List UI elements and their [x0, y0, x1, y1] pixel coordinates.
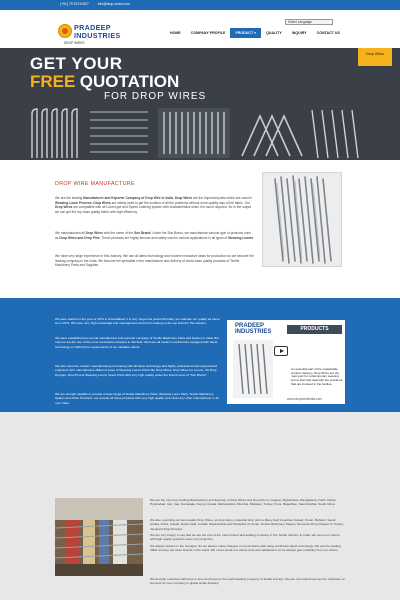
nav-home[interactable]: HOME: [170, 31, 181, 35]
email-text[interactable]: info@drop-wires.com: [97, 2, 130, 6]
site-header: [0, 10, 400, 48]
hero-quotation: QUOTATION: [79, 72, 180, 91]
hero-banner[interactable]: [0, 48, 400, 160]
video-products-tab: PRODUCTS: [287, 325, 342, 334]
hero-line1: GET YOUR: [30, 54, 123, 73]
sun-logo-icon: [58, 24, 72, 38]
drop-wires-photo: [262, 172, 342, 267]
about-paragraph-3: We have very large experience in this industry. We use all latest technology and modern innovative ideas for production so we become the leading company in the India. We become the specialist in the manufacture and delivery of world class quality products of Textile Machinery Parts and Supplies.: [55, 254, 254, 268]
logo-name-line1: PRADEEP: [74, 23, 111, 32]
factory-photo: [55, 498, 143, 576]
video-logo-line1: PRADEEP: [235, 323, 265, 329]
phone-text[interactable]: (+91) 79 22741927: [60, 2, 89, 6]
video-description: An essential part of the sustainable solution delivery, Drop Wires are the main part for contemporary weaving looms that help deal with the problems that are involved in the textiles.: [291, 367, 343, 386]
history-paragraph-3: We also have the modern manufacturing unit having with all latest technology and highly professional and experienced engineers who manufactures different types of Weaving Looms Parts like Drop Wires, Drop Wires for Looms, SS Drop Dropper, Drop Pins & Weaving Looms Spare Parts with very high quality under the brand name of "Sun Brand".: [55, 364, 218, 377]
video-url: www.dropwiresindia.com: [287, 397, 323, 401]
drop-wires-ribbon[interactable]: [358, 48, 392, 66]
video-player[interactable]: [227, 320, 345, 404]
history-paragraph-2: We were established as normal manufacturer and exporter company of Textile Machinery Parts and Spares in India. But now we are the one of the most successful company in this field. We have all modern machineries equipped with latest technology to fulfill all the requirements of our valuable clients.: [55, 336, 219, 349]
logo-name-line2: INDUSTRIES: [74, 31, 121, 40]
history-paragraph-4: We are enough capable to provide a huge range of Textile Machinery Parts, Weaving Loom Parts, Textile Machinery Spares and Other Products. we provide all these products with very high quality more than any other manufacturer in all over India.: [55, 392, 219, 405]
hero-line2: [30, 72, 179, 92]
nav-company-profile[interactable]: COMPANY PROFILE: [190, 31, 226, 35]
about-paragraph-1: We are the leading Manufacturer and Exporter Company of Drop Wire in India. Drop Wires are the important parts which are used in Weaving Loom Process. Drop Wires are widely used to get the solution of all the problems without more-quality loss of the fabric. Our Drop Wires are compatible with all Loom type and Speed ordering system with characteristics when it is much required. So in the output we can get the top class quality fabric with high efficiency.: [55, 196, 252, 214]
video-logo-line2: INDUSTRIES: [235, 329, 272, 335]
logo-tagline: DROP WIRES: [64, 41, 85, 45]
hero-free: FREE: [30, 72, 76, 91]
export-paragraph-2: We also exporting our best quality Drop Wires, ss drop wires, industrial drop pins to Many Gulf Countries Kuwait, Oman, Bahrain, Saudi Arabia, Doha, Kuwait, Dubai UAE, Jeddah Saudi Arabia and Subarabs of Oman. Textile Machinery Spares, Domestic Drop Dropper in Turkey, Jacquard Drop Dropper.: [150, 518, 344, 531]
nav-product[interactable]: PRODUCT ▾: [230, 28, 261, 38]
history-paragraph-1: We were started in the year of 1974 in Ahmedabad. It is very huge time period till today, we maintain our quality as same as in 1974. We have very high knowledge and management control for making us the top brand in the industry.: [55, 317, 220, 326]
history-section: [0, 298, 400, 412]
main-nav: [165, 28, 345, 38]
export-paragraph-4: We always believe in the changes. So we always make changes in our products with using world best latest technology. We are the leading OEM of many top class brands in the world. We never break our clients trust and satisfaction so we always gain reliability from our clients.: [150, 544, 341, 553]
hero-drop-wires: DROP WIRES: [131, 91, 207, 102]
ribbon-label: Drop Wires: [366, 52, 384, 56]
hero-for: FOR: [104, 91, 129, 102]
export-paragraph-5: We develop ourselves with time to time and become the world leading company in Textile industry. We are now well known as the milestone of success for new company in global textile industry.: [150, 577, 345, 586]
section-heading: DROP WIRE MANUFACTURE: [55, 181, 135, 187]
contact-info: [60, 2, 138, 6]
top-contact-bar: [0, 0, 400, 10]
nav-quality[interactable]: QUALITY: [265, 31, 282, 35]
export-section: [0, 412, 400, 600]
language-select[interactable]: Select Language: [285, 19, 333, 25]
export-paragraph-1: We are the most top leading Manufacturer and Exporter of Drop Wires and Drop Pins in Gujarat, Afghanistan, Bangladesh, Delhi, Dubai, Hyderabad, Iran, Iraq, Karnataka, Kenya, Kerala, Maharashtra, Mumbai, Pakistan, Turkey, Pune, Rajasthan, Saudi Arabia, South Africa.: [150, 498, 337, 507]
about-paragraph-2: We manufactured all Drop Wires with the name of the Sun Brand. Under the Sun Brand, we manufacture various type of products such as Drop Wires and Drop Pins. These products are highly famous and widely used in various applications in all types of Weaving Looms.: [55, 231, 254, 240]
export-paragraph-3: We are very happy to say that we are the one of the most trusted and leading company in the Textile Industry in India. We serve our clients with high quality products since very long time.: [150, 533, 340, 542]
play-icon[interactable]: [274, 346, 288, 356]
video-wires-image: [233, 340, 273, 398]
nav-inquiry[interactable]: INQUIRY: [291, 31, 307, 35]
hero-line3: [104, 91, 206, 102]
drop-wires-image: [28, 106, 368, 160]
about-section: [0, 160, 400, 272]
nav-contact-us[interactable]: CONTACT US: [316, 31, 340, 35]
